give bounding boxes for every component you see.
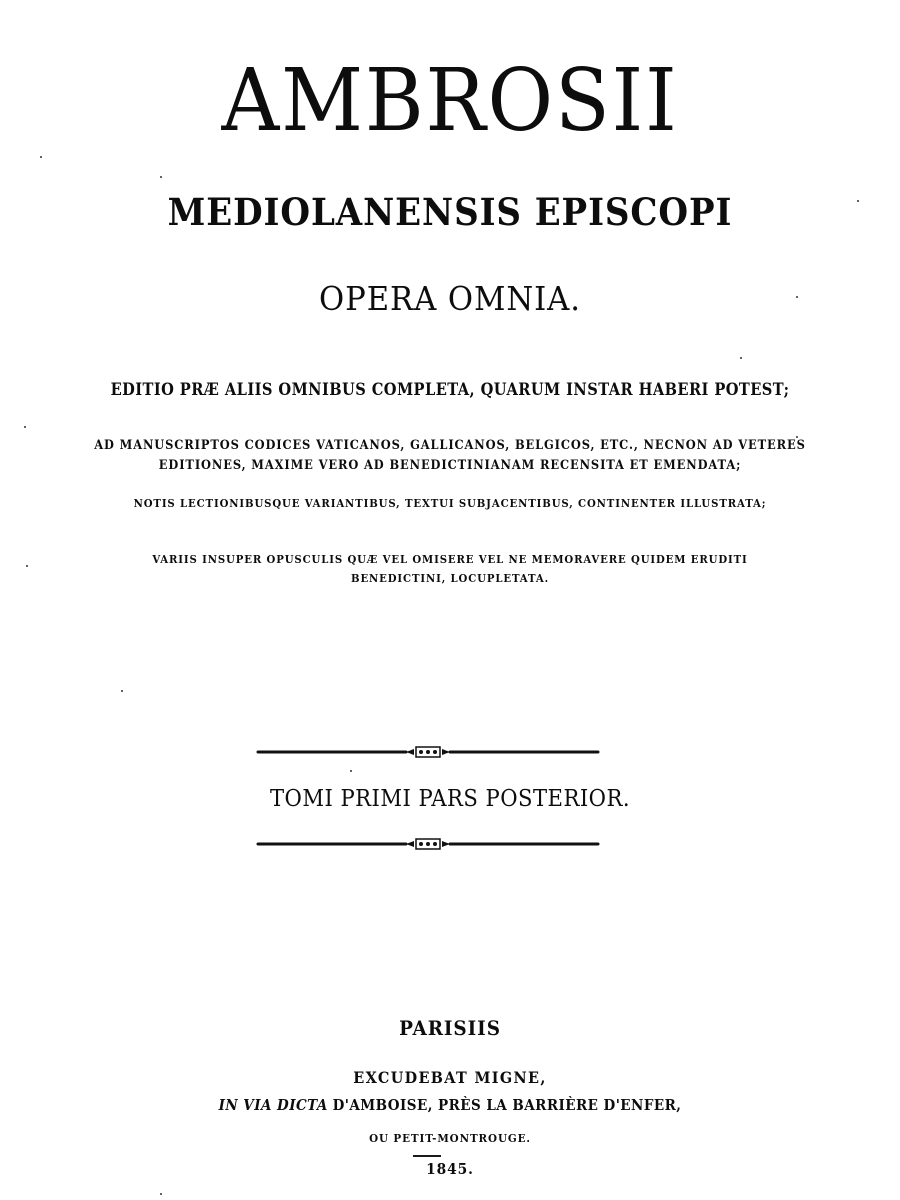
imprint-address-rest: D'AMBOISE, PRÈS LA BARRIÈRE D'ENFER, xyxy=(332,1096,682,1114)
imprint-city: PARISIIS xyxy=(399,1016,501,1040)
volume-statement: TOMI PRIMI PARS POSTERIOR. xyxy=(269,786,631,812)
paper-speck xyxy=(160,176,162,178)
imprint-year: 1845. xyxy=(426,1160,474,1178)
year-rule xyxy=(413,1155,441,1157)
author-title: AMBROSII xyxy=(221,51,679,151)
varia-statement-line-2: BENEDICTINI, LOCUPLETATA. xyxy=(351,571,549,585)
author-subtitle: MEDIOLANENSIS EPISCOPI xyxy=(167,190,733,234)
paper-speck xyxy=(740,357,742,359)
imprint-address xyxy=(45,1096,855,1114)
imprint-address-italic: IN VIA DICTA xyxy=(218,1096,328,1114)
paper-speck xyxy=(160,1193,162,1195)
paper-speck xyxy=(796,296,798,298)
paper-speck xyxy=(857,200,859,202)
paper-speck xyxy=(121,690,123,692)
ornamental-rule-top xyxy=(256,741,600,763)
ornamental-rule-bottom xyxy=(256,833,600,855)
paper-speck xyxy=(350,770,352,772)
paper-speck xyxy=(24,426,26,428)
paper-speck xyxy=(796,436,798,438)
notes-statement: NOTIS LECTIONIBUSQUE VARIANTIBUS, TEXTUI SUBJACENTIBUS, CONTINENTER ILLUSTRATA; xyxy=(133,496,767,510)
work-title: OPERA OMNIA. xyxy=(319,279,581,318)
imprint-printer: EXCUDEBAT MIGNE, xyxy=(353,1068,547,1087)
paper-speck xyxy=(26,565,28,567)
varia-statement-line-1: VARIIS INSUPER OPUSCULIS QUÆ VEL OMISERE VEL NE MEMORAVERE QUIDEM ERUDITI xyxy=(152,552,748,566)
edition-statement: EDITIO PRÆ ALIIS OMNIBUS COMPLETA, QUARUM INSTAR HABERI POTEST; xyxy=(110,380,790,400)
manuscripts-statement-line-1: AD MANUSCRIPTOS CODICES VATICANOS, GALLICANOS, BELGICOS, ETC., NECNON AD VETERES xyxy=(94,438,806,453)
manuscripts-statement-line-2: EDITIONES, MAXIME VERO AD BENEDICTINIANAM RECENSITA ET EMENDATA; xyxy=(158,458,742,473)
imprint-district: OU PETIT-MONTROUGE. xyxy=(369,1131,531,1145)
paper-speck xyxy=(40,156,42,158)
